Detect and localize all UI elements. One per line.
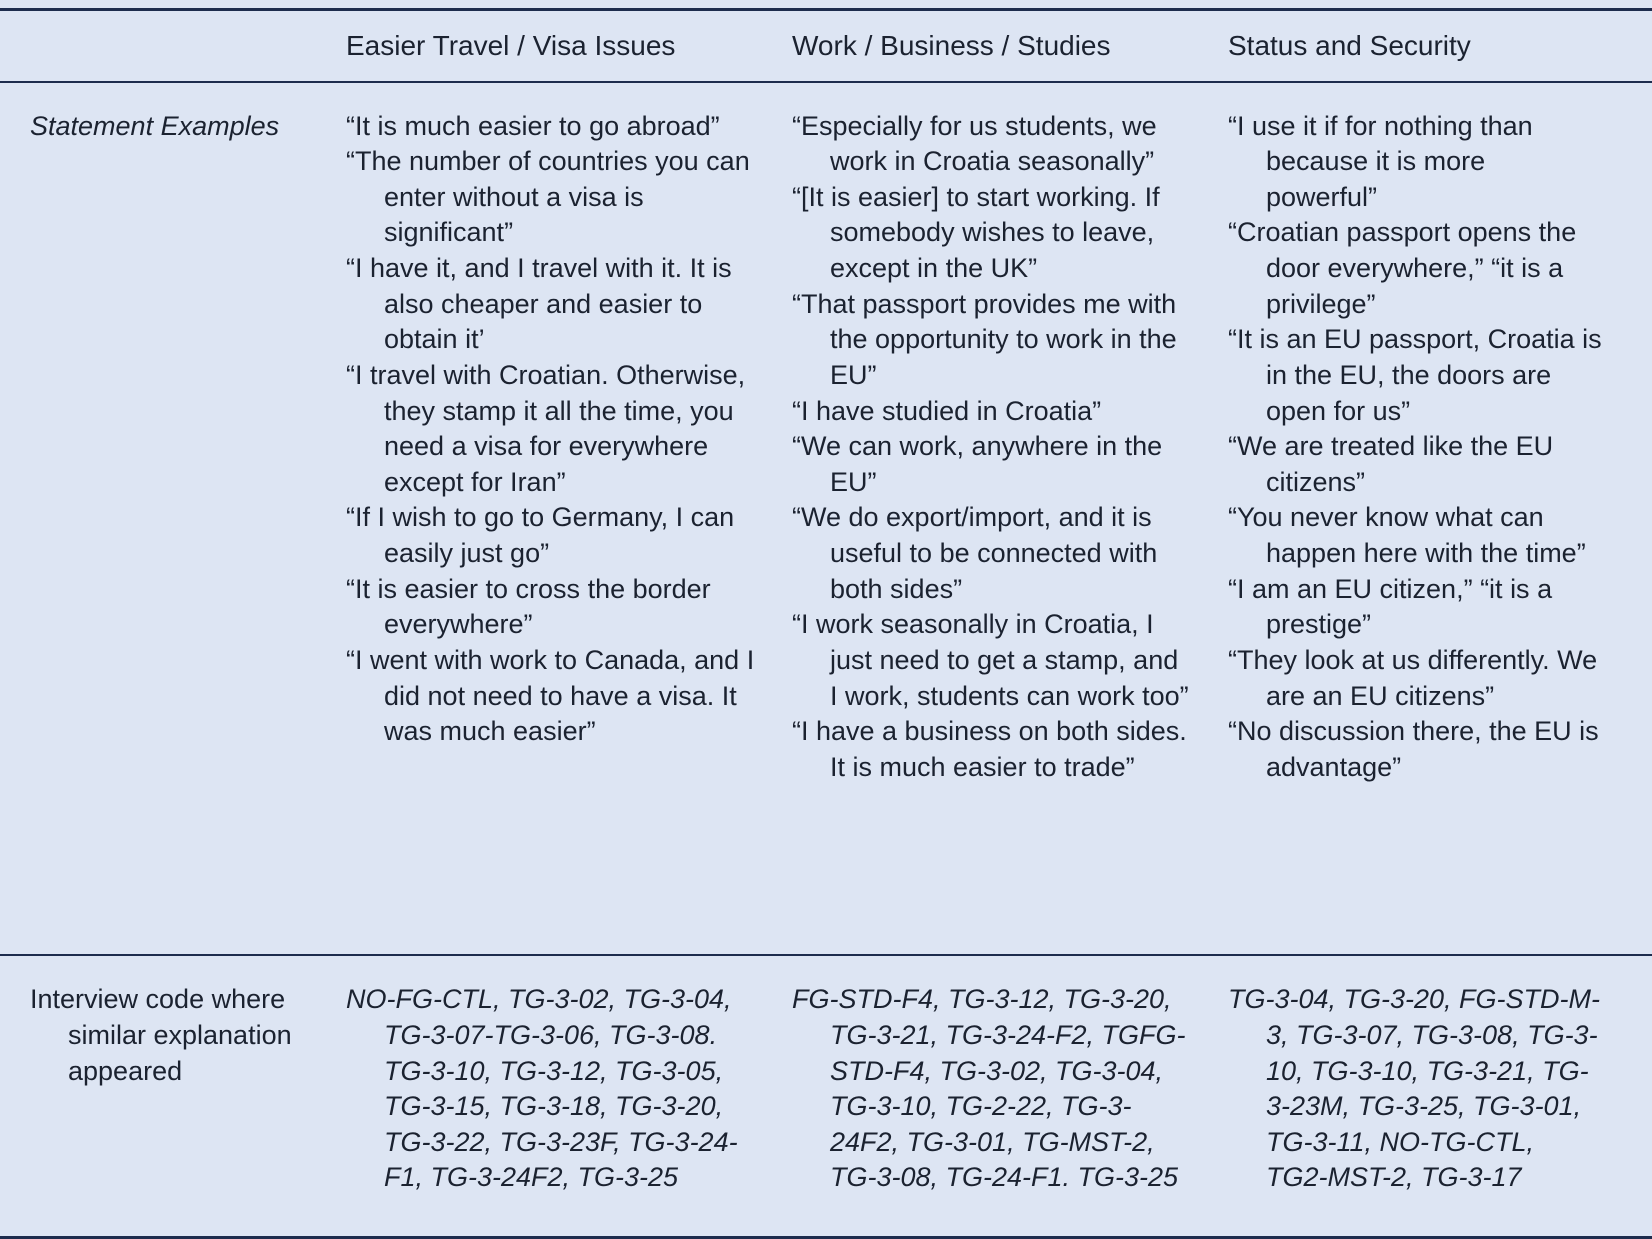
statement-quote: “It is easier to cross the border everywhere” — [346, 573, 711, 640]
row-label-statement-examples: Statement Examples — [30, 110, 280, 141]
statement-examples-row — [0, 83, 1652, 955]
statement-quote: “That passport provides me with the opportunity to work in the EU” — [792, 288, 1177, 390]
codes-status-security: TG-3-04, TG-3-20, FG-STD-M-3, TG-3-07, TG-3-08, TG-3-10, TG-3-10, TG-3-21, TG-3-23M, TG-3-25, TG-3-01, TG-3-11, NO-TG-CTL, TG2-MST-2, TG-3-17 — [1228, 984, 1601, 1193]
statement-quote: “It is an EU passport, Croatia is in the EU, the doors are open for us” — [1228, 324, 1602, 426]
statement-quote: “I have a business on both sides. It is much easier to trade” — [792, 716, 1187, 782]
statements-work-business — [792, 109, 1228, 786]
statement-quote: “Croatian passport opens the door everywhere,” “it is a privilege” — [1228, 217, 1577, 319]
statement-quote: “Especially for us students, we work in Croatia seasonally” — [792, 110, 1157, 177]
statements-easier-travel — [346, 109, 792, 750]
codes-work-business: FG-STD-F4, TG-3-12, TG-3-20, TG-3-21, TG-3-24-F2, TGFG-STD-F4, TG-3-02, TG-3-04, TG-3-10, TG-2-22, TG-3-24F2, TG-3-01, TG-MST-2, TG-3-08, TG-24-F1. TG-3-25 — [792, 984, 1186, 1193]
statement-quote: “The number of countries you can enter without a visa is significant” — [346, 146, 750, 248]
statement-quote: “We are treated like the EU citizens” — [1228, 431, 1554, 497]
table-header-row — [0, 11, 1652, 81]
column-header-status-security: Status and Security — [1228, 30, 1471, 61]
statement-quote: “I work seasonally in Croatia, I just need to get a stamp, and I work, students can work too” — [792, 609, 1189, 711]
statement-quote: “If I wish to go to Germany, I can easily just go” — [346, 502, 735, 569]
statements-status-security — [1228, 109, 1638, 786]
statement-quote: “No discussion there, the EU is advantage” — [1228, 716, 1599, 782]
statement-quote: “We can work, anywhere in the EU” — [792, 431, 1163, 497]
statement-quote: “I have studied in Croatia” — [792, 395, 1102, 426]
statement-quote: “You never know what can happen here with the time” — [1228, 502, 1586, 569]
statement-quote: “I am an EU citizen,” “it is a prestige” — [1228, 573, 1553, 640]
row-label-interview-codes: Interview code where similar explanation appeared — [30, 984, 292, 1086]
statement-quote: “We do export/import, and it is useful to be connected with both sides” — [792, 502, 1158, 604]
statement-quote: “I have it, and I travel with it. It is also cheaper and easier to obtain it’ — [346, 253, 732, 355]
interview-codes-row — [0, 956, 1652, 1236]
column-header-easier-travel: Easier Travel / Visa Issues — [346, 30, 676, 61]
column-header-work-business: Work / Business / Studies — [792, 30, 1111, 61]
statement-quote: “It is much easier to go abroad” — [346, 110, 720, 141]
statement-quote: “I went with work to Canada, and I did not need to have a visa. It was much easier” — [346, 644, 755, 747]
codes-easier-travel: NO-FG-CTL, TG-3-02, TG-3-04, TG-3-07-TG-3-06, TG-3-08. TG-3-10, TG-3-12, TG-3-05, TG-3-15, TG-3-18, TG-3-20, TG-3-22, TG-3-23F, TG-3-24-F1, TG-3-24F2, TG-3-25 — [346, 984, 738, 1193]
statement-quote: “I use it if for nothing than because it is more powerful” — [1228, 110, 1533, 212]
statement-quote: “They look at us differently. We are an EU citizens” — [1228, 644, 1598, 711]
statement-quote: “I travel with Croatian. Otherwise, they stamp it all the time, you need a visa for everywhere except for Iran” — [346, 359, 746, 497]
statement-quote: “[It is easier] to start working. If somebody wishes to leave, except in the UK” — [792, 181, 1160, 284]
